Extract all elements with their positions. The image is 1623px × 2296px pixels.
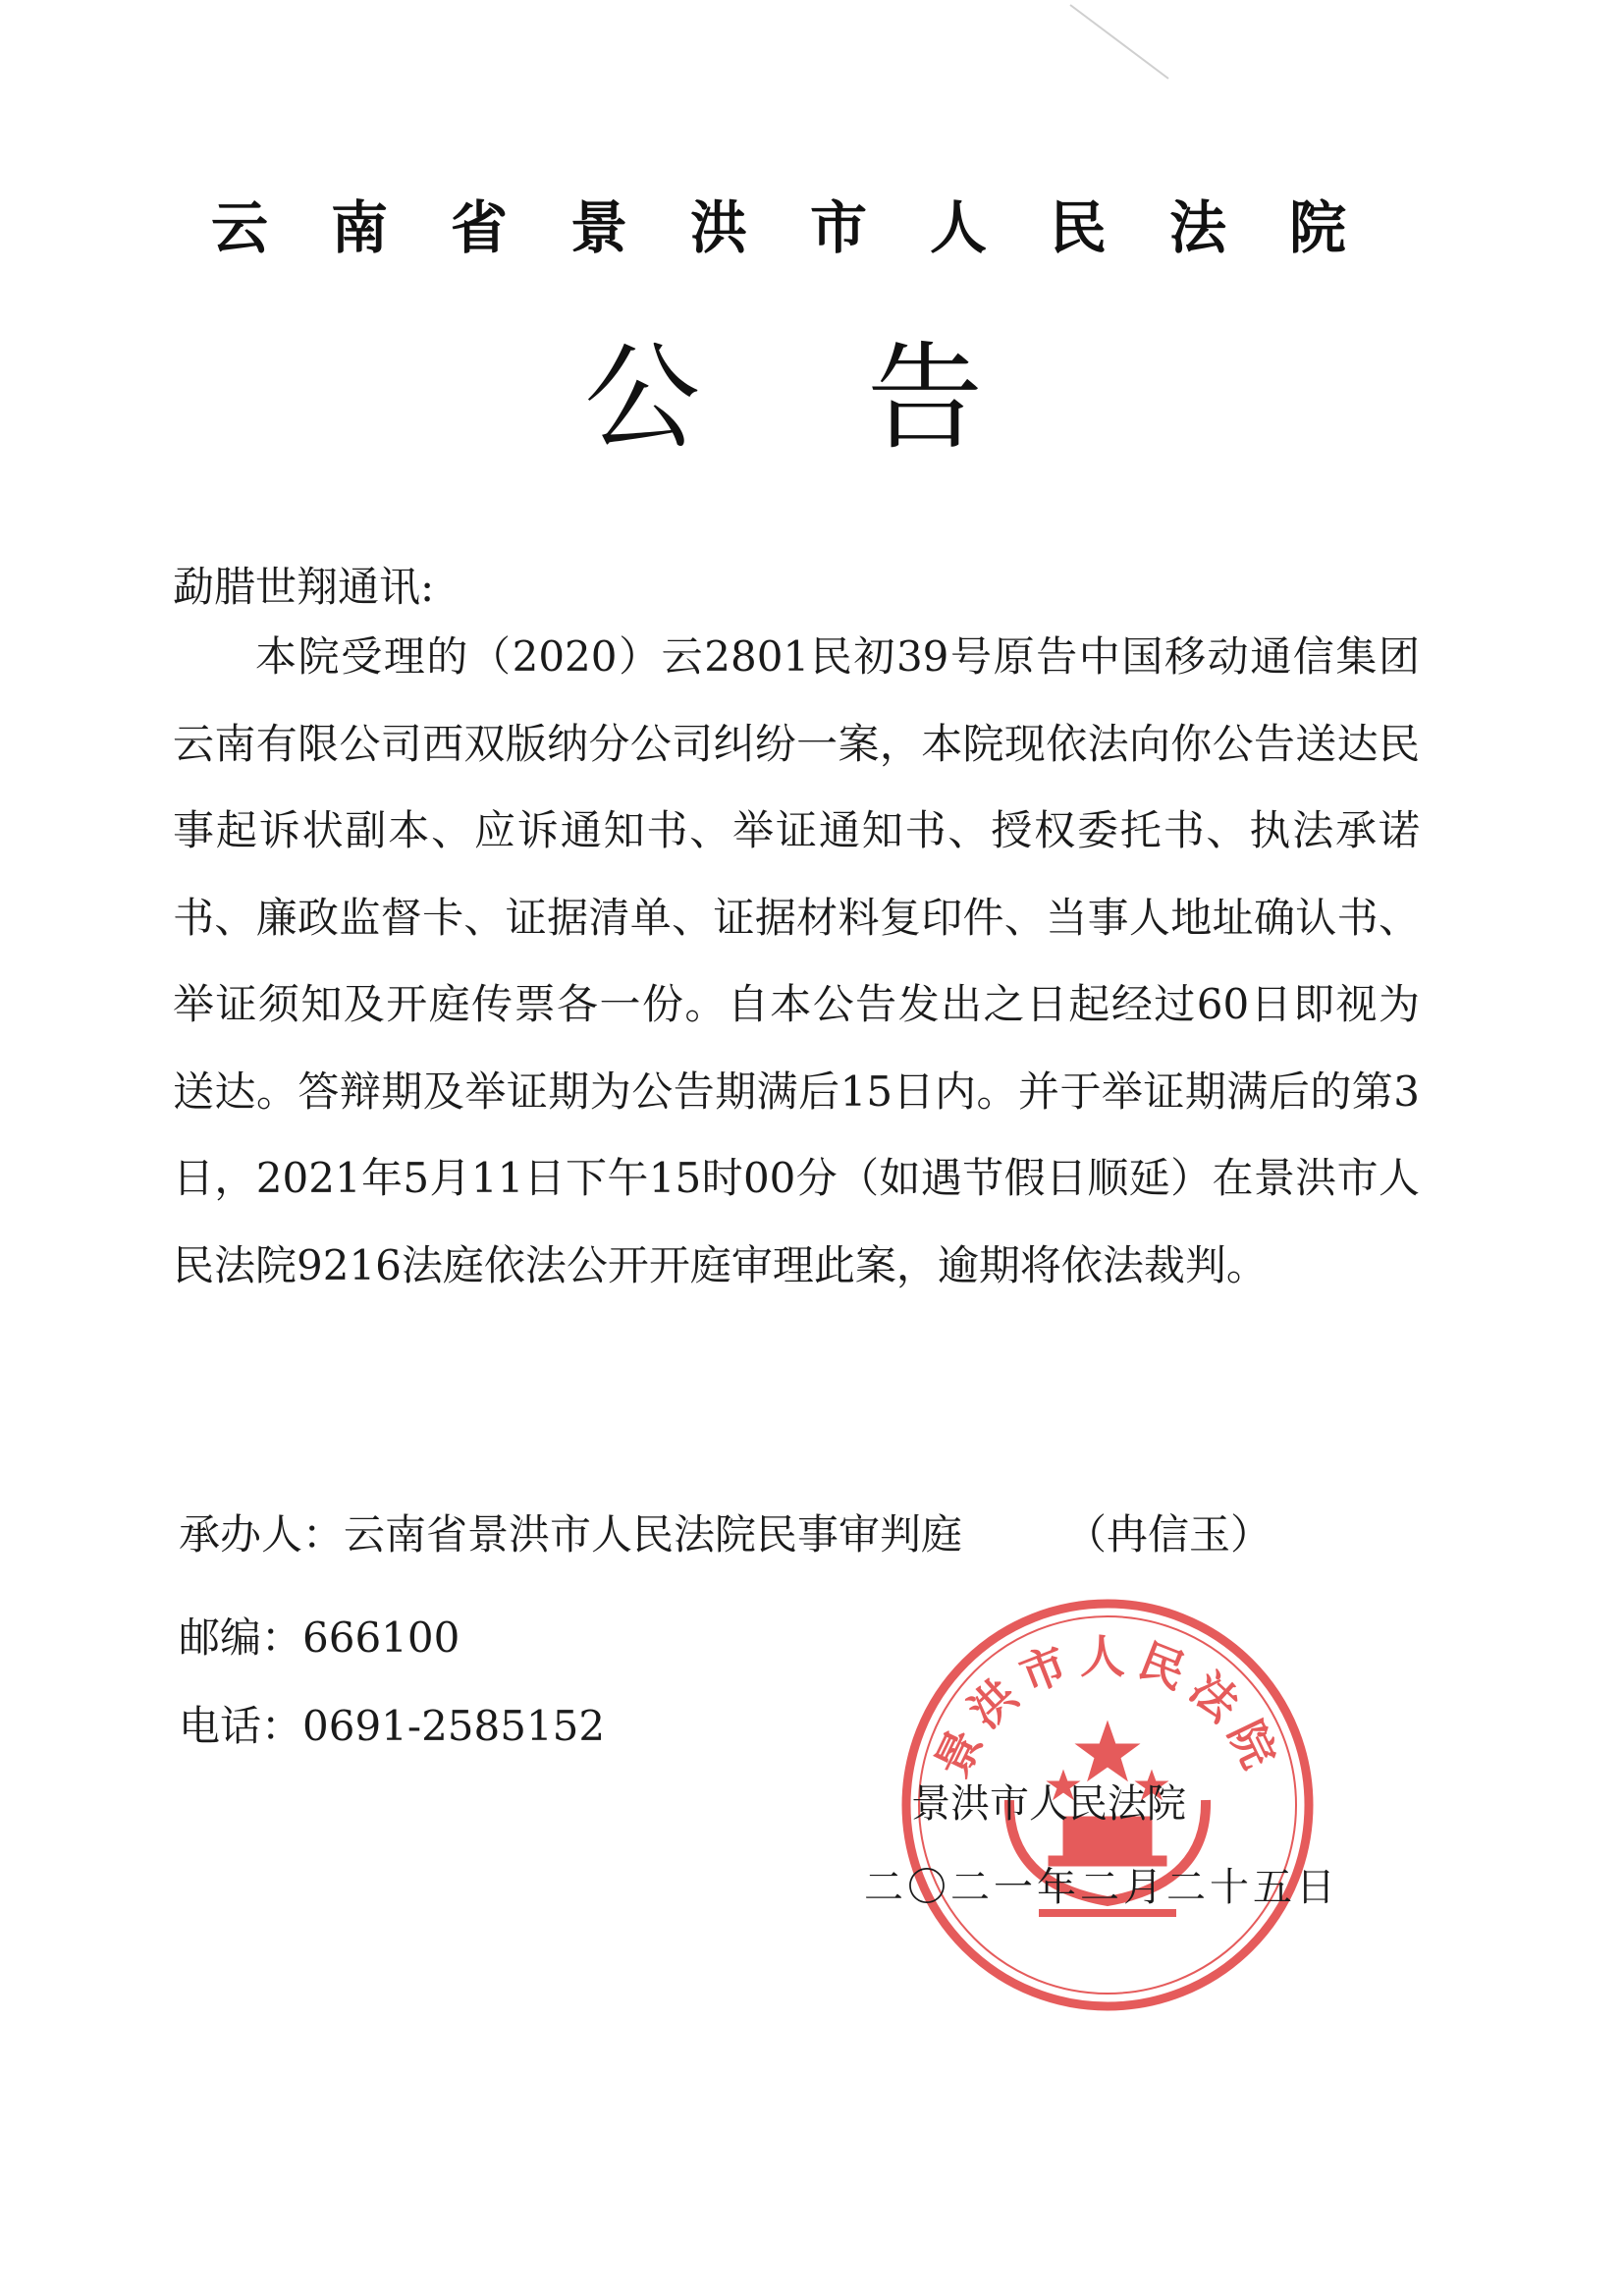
case-handler: 承办人：云南省景洪市人民法院民事审判庭 bbox=[179, 1510, 963, 1558]
postcode: 邮编：666100 bbox=[179, 1613, 460, 1662]
notice-body: 本院受理的（2020）云2801民初39号原告中国移动通信集团云南有限公司西双版纳分公司纠纷一案，本院现依法向你公告送达民事起诉状副本、应诉通知书、举证通知书、授权委托书、执法承诺书、廉政监督卡、证据清单、证据材料复印件、当事人地址确认书、举证须知及开庭传票各一份。自本公告发出之日起经过60日即视为送达。答辩期及举证期为公告期满后15日内。并于举证期满后的第3日，2021年5月11日下午15时00分（如遇节假日顺延）在景洪市人民法院9216法庭依法公开开庭审理此案，逾期将依法裁判。 bbox=[173, 632, 1420, 1289]
document-title: 公告 bbox=[584, 330, 1151, 465]
phone-number: 电话：0691-2585152 bbox=[179, 1702, 606, 1750]
addressee: 勐腊世翔通讯: bbox=[173, 563, 435, 611]
scan-fold-mark bbox=[1060, 0, 1178, 88]
handler-name: （冉信玉） bbox=[1065, 1510, 1272, 1558]
issue-date: 二〇二一年二月二十五日 bbox=[864, 1865, 1339, 1910]
issuing-court: 景洪市人民法院 bbox=[911, 1781, 1186, 1827]
court-name-heading: 云南省景洪市人民法院 bbox=[211, 194, 1410, 261]
seal-text-path: 景洪市人民法院 bbox=[925, 1630, 1290, 1785]
